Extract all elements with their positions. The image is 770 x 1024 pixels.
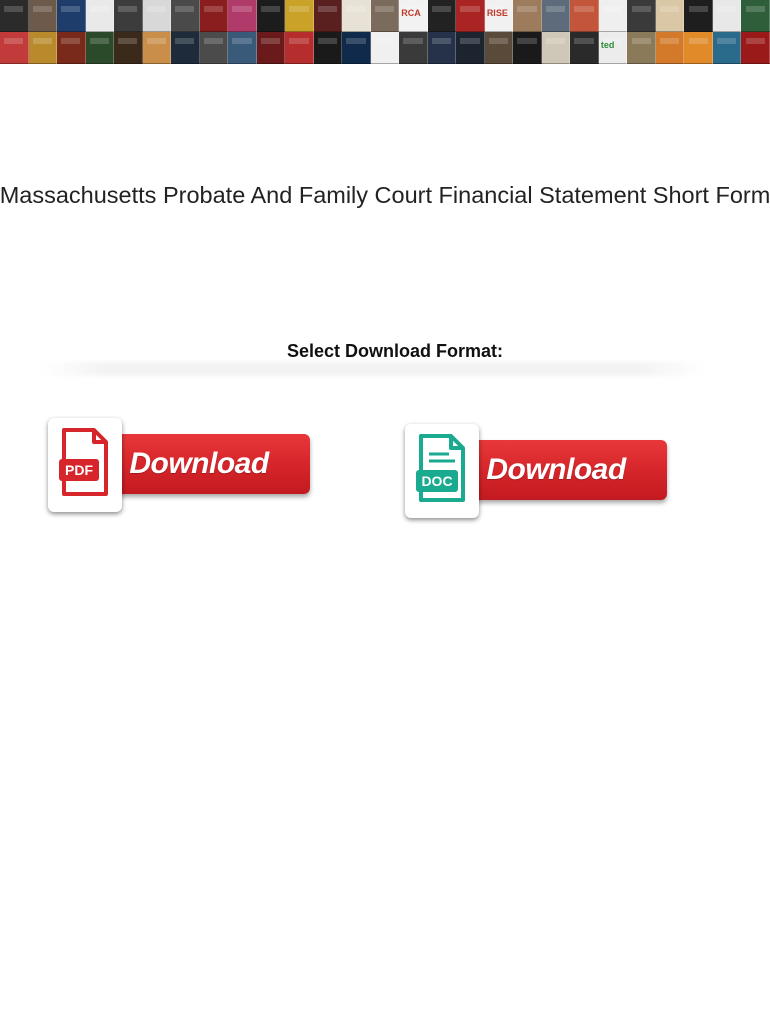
cover-thumbnail bbox=[713, 0, 742, 32]
cover-thumbnail bbox=[114, 32, 143, 64]
cover-thumbnail-label: RCA bbox=[401, 8, 421, 18]
cover-thumbnail bbox=[627, 32, 656, 64]
cover-thumbnail bbox=[513, 0, 542, 32]
cover-thumbnail bbox=[542, 32, 571, 64]
doc-download-link[interactable] bbox=[405, 424, 670, 520]
cover-thumbnail bbox=[171, 0, 200, 32]
cover-thumbnail bbox=[0, 0, 29, 32]
cover-thumbnail bbox=[0, 32, 29, 64]
pdf-file-icon bbox=[48, 418, 122, 512]
cover-thumbnail bbox=[371, 32, 400, 64]
cover-thumbnail bbox=[228, 0, 257, 32]
doc-download-button-label: Download bbox=[486, 453, 626, 486]
cover-thumbnail bbox=[285, 32, 314, 64]
pdf-download-button-label: Download bbox=[129, 447, 269, 480]
cover-thumbnail bbox=[29, 0, 58, 32]
cover-thumbnail bbox=[656, 32, 685, 64]
doc-file-icon bbox=[405, 424, 479, 518]
cover-thumbnail bbox=[456, 32, 485, 64]
cover-thumbnail bbox=[627, 0, 656, 32]
cover-thumbnail bbox=[599, 0, 628, 32]
select-format-heading: Select Download Format: bbox=[286, 341, 504, 361]
cover-thumbnail bbox=[257, 0, 286, 32]
cover-thumbnail bbox=[200, 32, 229, 64]
cover-thumbnail bbox=[114, 0, 143, 32]
cover-thumbnail bbox=[285, 0, 314, 32]
cover-thumbnail bbox=[257, 32, 286, 64]
doc-file-label: DOC bbox=[421, 473, 453, 489]
cover-thumbnail bbox=[143, 0, 172, 32]
cover-thumbnail bbox=[57, 32, 86, 64]
cover-thumbnail bbox=[228, 32, 257, 64]
pdf-download-link[interactable] bbox=[48, 418, 313, 514]
cover-thumbnail bbox=[684, 0, 713, 32]
cover-thumbnail bbox=[741, 0, 770, 32]
faint-text-line bbox=[40, 362, 706, 376]
cover-thumbnail bbox=[456, 0, 485, 32]
cover-thumbnail bbox=[342, 32, 371, 64]
cover-thumbnail bbox=[86, 32, 115, 64]
cover-thumbnail bbox=[399, 0, 428, 32]
cover-thumbnail bbox=[570, 32, 599, 64]
cover-thumbnail bbox=[29, 32, 58, 64]
cover-thumbnail bbox=[656, 0, 685, 32]
cover-thumbnail bbox=[143, 32, 172, 64]
cover-thumbnail bbox=[570, 0, 599, 32]
cover-thumbnail bbox=[57, 0, 86, 32]
cover-thumbnail bbox=[171, 32, 200, 64]
cover-thumbnail bbox=[428, 32, 457, 64]
cover-thumbnail bbox=[371, 0, 400, 32]
cover-thumbnail bbox=[86, 0, 115, 32]
cover-thumbnail bbox=[599, 32, 628, 64]
cover-thumbnail bbox=[513, 32, 542, 64]
pdf-file-label: PDF bbox=[65, 462, 93, 478]
cover-thumbnail-label: RISE bbox=[486, 8, 508, 18]
cover-thumbnail bbox=[741, 32, 770, 64]
cover-thumbnail bbox=[314, 32, 343, 64]
cover-thumbnail-label: ted bbox=[600, 40, 615, 50]
cover-thumbnail bbox=[399, 32, 428, 64]
cover-thumbnail bbox=[428, 0, 457, 32]
cover-thumbnail bbox=[342, 0, 371, 32]
cover-thumbnail bbox=[485, 32, 514, 64]
cover-thumbnail bbox=[485, 0, 514, 32]
cover-thumbnail bbox=[200, 0, 229, 32]
cover-thumbnail bbox=[713, 32, 742, 64]
cover-thumbnail bbox=[542, 0, 571, 32]
banner-cover-mosaic bbox=[0, 0, 770, 64]
cover-thumbnail bbox=[684, 32, 713, 64]
document-title: Massachusetts Probate And Family Court Financial Statement Short Form bbox=[0, 182, 770, 208]
cover-thumbnail bbox=[314, 0, 343, 32]
